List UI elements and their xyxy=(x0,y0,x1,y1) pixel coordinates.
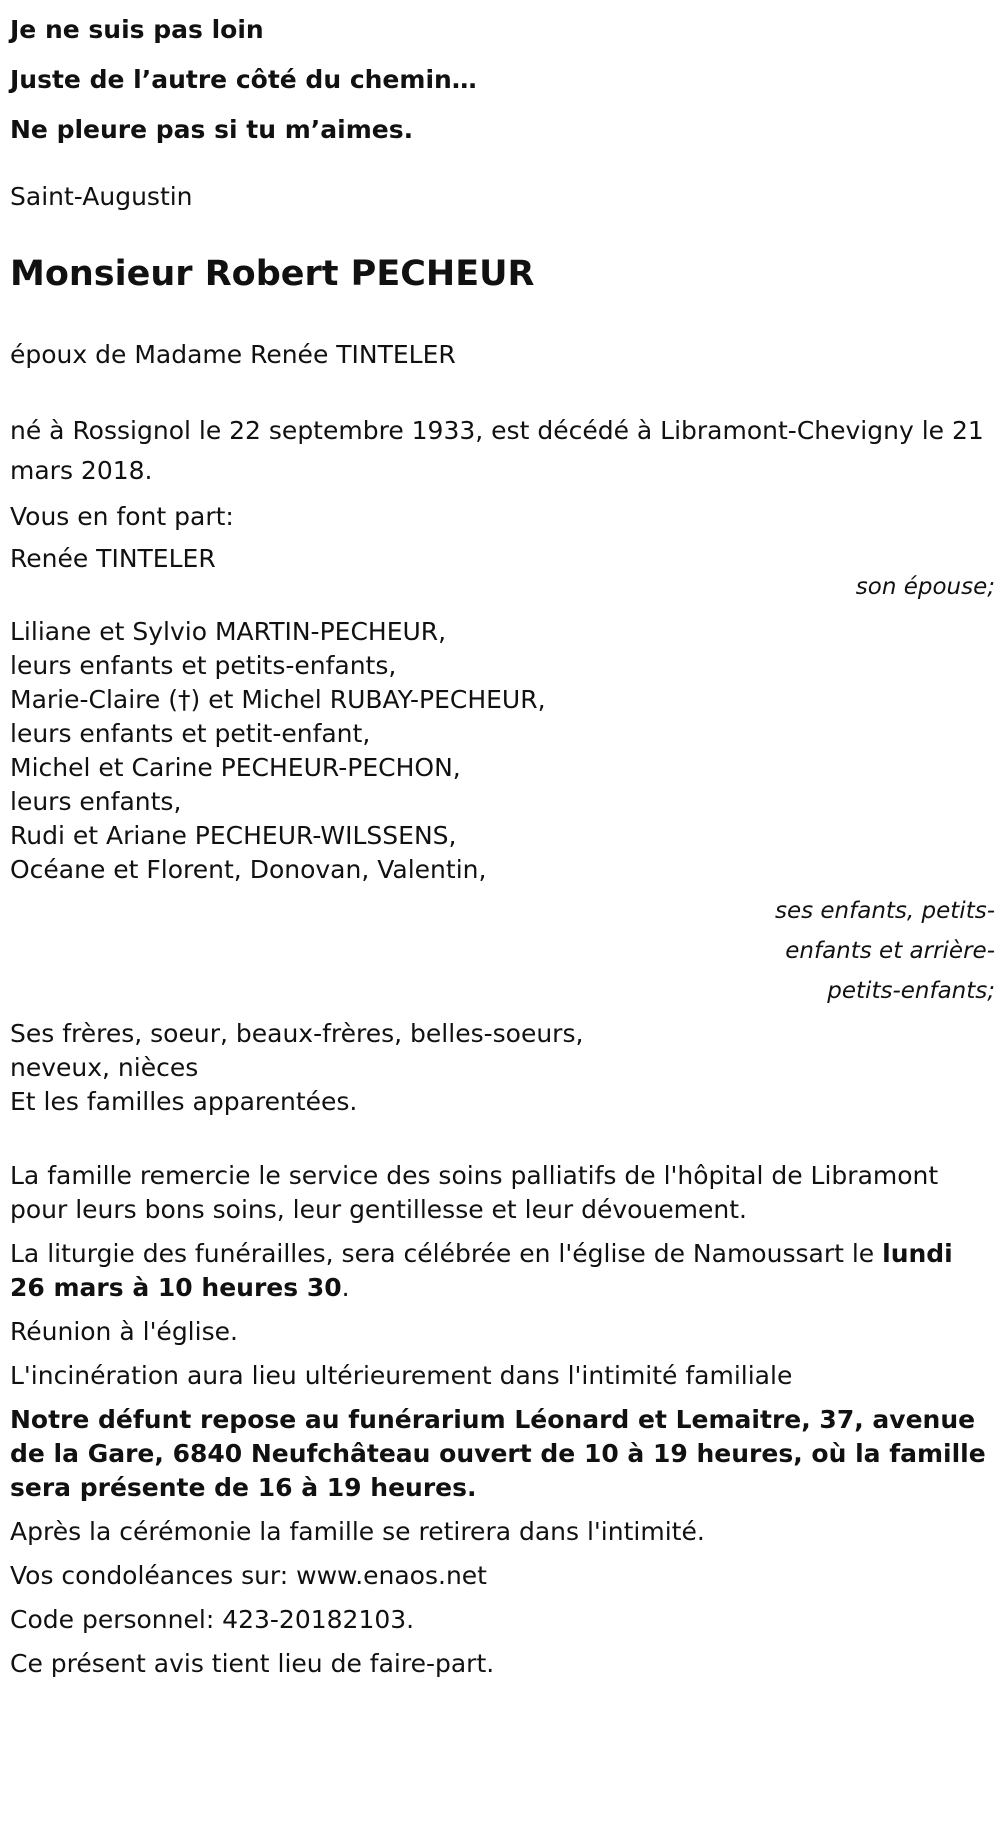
poem-author: Saint-Augustin xyxy=(10,182,193,211)
children-relation-line: petits-enfants; xyxy=(827,978,995,1004)
poem-line-3: Ne pleure pas si tu m’aimes. xyxy=(10,115,414,144)
incineration-info: L'incinération aura lieu ultérieurement dans l'intimité familiale xyxy=(10,1361,793,1390)
personal-code: Code personnel: 423-20182103. xyxy=(10,1605,415,1634)
spouse-of: époux de Madame Renée TINTELER xyxy=(10,340,456,369)
condolences: Vos condoléances sur: www.enaos.net xyxy=(10,1561,487,1590)
spouse-relation: son épouse; xyxy=(855,574,995,600)
deceased-name: Monsieur Robert PECHEUR xyxy=(10,254,535,294)
children-relation-line: enfants et arrière- xyxy=(785,938,995,964)
spouse-entry xyxy=(10,539,995,607)
child-line: leurs enfants et petits-enfants, xyxy=(10,651,397,680)
obituary-notice xyxy=(10,5,995,1681)
child-line: Michel et Carine PECHEUR-PECHON, xyxy=(10,753,461,782)
relatives xyxy=(10,1017,995,1119)
liturgy-end: . xyxy=(341,1273,350,1302)
relatives-line: neveux, nièces xyxy=(10,1053,199,1082)
funerarium-info: Notre défunt repose au funérarium Léonard et Lemaitre, 37, avenue de la Gare, 6840 Neufchâteau ouvert de 10 à 19 heures, où la famille sera présente de 16 à 19 heures. xyxy=(10,1405,986,1502)
child-line: Marie-Claire (†) et Michel RUBAY-PECHEUR, xyxy=(10,685,546,714)
liturgy-text: La liturgie des funérailles, sera célébrée en l'église de Namoussart le xyxy=(10,1239,883,1268)
thanks-paragraph: La famille remercie le service des soins palliatifs de l'hôpital de Libramont pour leurs bons soins, leur gentillesse et leur dévouement. xyxy=(10,1161,939,1224)
after-ceremony: Après la cérémonie la famille se retirera dans l'intimité. xyxy=(10,1517,705,1546)
spouse-name: Renée TINTELER xyxy=(10,544,216,573)
liturgy-date: lundi 26 mars à 10 heures 30 xyxy=(10,1239,953,1302)
child-line: leurs enfants et petit-enfant, xyxy=(10,719,371,748)
announce-label: Vous en font part: xyxy=(10,502,234,531)
poem xyxy=(10,5,995,155)
birth-death-info: né à Rossignol le 22 septembre 1933, est décédé à Libramont-Chevigny le 21 mars 2018. xyxy=(10,416,984,485)
poem-line-2: Juste de l’autre côté du chemin… xyxy=(10,65,477,94)
relatives-line: Ses frères, soeur, beaux-frères, belles-soeurs, xyxy=(10,1019,584,1048)
children-relation xyxy=(10,891,995,1011)
child-line: Rudi et Ariane PECHEUR-WILSSENS, xyxy=(10,821,457,850)
children-entry xyxy=(10,615,995,1011)
notice: Ce présent avis tient lieu de faire-part. xyxy=(10,1649,495,1678)
meeting-info: Réunion à l'église. xyxy=(10,1317,238,1346)
child-line: leurs enfants, xyxy=(10,787,182,816)
liturgy-paragraph xyxy=(10,1237,995,1305)
child-line: Liliane et Sylvio MARTIN-PECHEUR, xyxy=(10,617,447,646)
relatives-line: Et les familles apparentées. xyxy=(10,1087,358,1116)
poem-line-1: Je ne suis pas loin xyxy=(10,15,264,44)
children-relation-line: ses enfants, petits- xyxy=(774,898,995,924)
child-line: Océane et Florent, Donovan, Valentin, xyxy=(10,855,487,884)
